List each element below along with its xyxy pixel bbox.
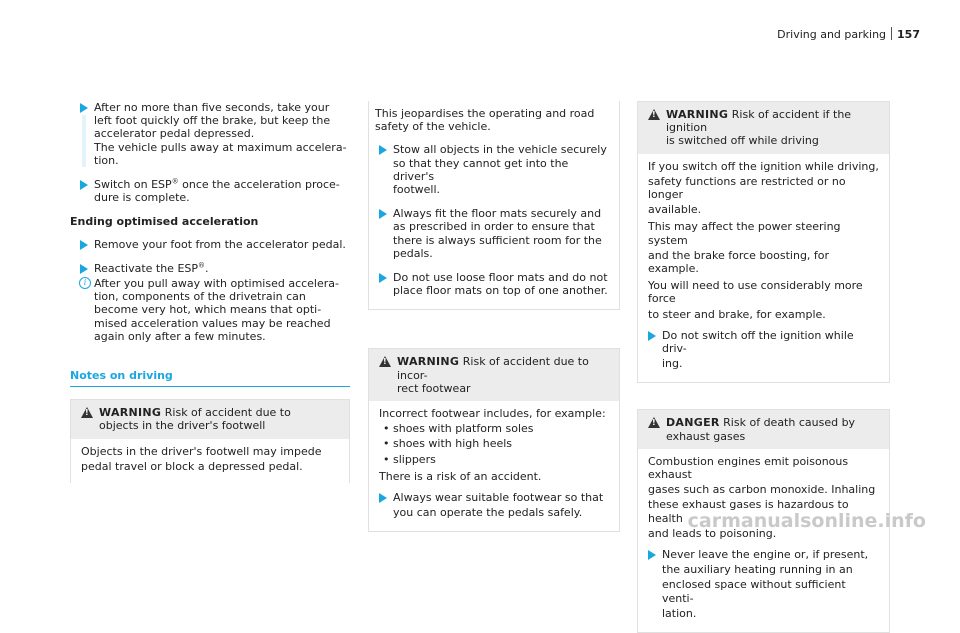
step-item [369,271,609,297]
warning-header: ! WARNING Risk of accident if the ignition is switched off while driving [638,102,889,154]
section-name: Driving and parking [777,28,887,41]
text-line: there is always sufficient room for the [393,233,602,247]
text-line: Incorrect footwear includes, for example: [379,407,606,421]
step-item [70,238,350,251]
list-item: • shoes with platform soles [379,422,609,435]
text-line: Never leave the engine or, if present, [662,548,869,562]
text-line: This may affect the power steering system [648,220,841,247]
info-icon: i [79,277,91,289]
text-line: There is a risk of an accident. [379,469,542,483]
note [70,277,350,343]
warning-header: ! WARNING Risk of accident due to incor- rect footwear [369,349,619,401]
text-line: left foot quickly off the brake, but keep the [94,114,331,128]
step-item [648,548,879,620]
text-line: again only after a few minutes. [94,329,266,343]
text-line: Switch on ESP® once the acceleration proce- [94,177,340,192]
text-line: The vehicle pulls away at maximum accelera- [94,140,347,154]
danger-triangle-icon [648,417,660,428]
step-item [379,491,609,519]
text-line: safety of the vehicle. [375,120,491,134]
text-line: After no more than five seconds, take your [94,101,330,114]
warning-triangle-icon [648,109,660,120]
step-arrow-icon [80,180,88,190]
text-line: available. [648,203,702,217]
warning-keyword: WARNING [99,406,162,420]
page-header [777,27,920,41]
list-item: • shoes with high heels [379,437,609,450]
warning-keyword: WARNING [666,108,729,121]
text-line: Stow all objects in the vehicle securely [393,143,607,157]
text-line: This jeopardises the operating and road [375,107,595,120]
text-line: Always wear suitable footwear so that [393,491,604,505]
step-item [70,101,350,167]
text-line: tion. [94,153,119,167]
column-3 [637,101,890,633]
text-line: tion, components of the drivetrain can [94,290,306,304]
warning-keyword: WARNING [397,355,460,369]
step-item [369,207,609,260]
step-arrow-icon [80,103,88,113]
step-arrow-icon [80,264,88,274]
text-line: dure is complete. [94,191,190,205]
danger-header: ! DANGER Risk of death caused by exhaust gases [638,410,889,448]
text-line: exhaust gases [666,429,746,443]
text-line: so that they cannot get into the driver's [393,156,569,183]
text-line: become very hot, which means that opti- [94,303,322,317]
text-line: enclosed space without sufficient venti- [662,578,846,605]
warning-header: ! WARNING Risk of accident due to objects in the driver's footwell [71,400,349,438]
text-line: pedal travel or block a depressed pedal. [81,459,303,473]
text-line: ing. [662,357,683,371]
text-line: Always fit the floor mats securely and [393,207,602,221]
text-line: Do not switch off the ignition while driv- [662,328,854,356]
section-heading: Ending optimised acceleration [70,215,259,229]
watermark: carmanualsonline.info [687,509,926,532]
text-line: to steer and brake, for example. [648,307,826,321]
text-line: place floor mats on top of one another. [393,284,608,298]
warning-triangle-icon [379,356,391,367]
text-line: safety functions are restricted or no longer [648,174,846,202]
text-line: and the brake force boosting, for example. [648,248,830,276]
list-item: • slippers [379,453,609,466]
warning-box [368,348,620,532]
text-line: lation. [662,606,697,620]
bullet-list [379,422,609,466]
text-line: accelerator pedal depressed. [94,127,255,141]
step-arrow-icon [80,240,88,250]
step-arrow-icon [379,209,387,219]
danger-body [638,449,889,632]
text-line: pedals. [393,246,433,260]
section-title: Notes on driving [70,369,350,387]
warning-body [71,439,349,483]
step-item [70,262,350,275]
text-line: Objects in the driver's footwell may impede [81,444,322,458]
text-line: After you pull away with optimised accelera- [94,277,339,291]
text-line: you can operate the pedals safely. [393,506,583,520]
text-line: Do not use loose floor mats and do not [393,271,608,285]
column-2 [368,101,620,532]
text-line: and leads to poisoning. [648,526,777,540]
warning-box [637,101,890,383]
danger-keyword: DANGER [666,416,720,430]
step-arrow-icon [648,550,656,560]
text-line: gases such as carbon monoxide. Inhaling [648,483,876,497]
step-item [648,329,879,371]
text-line: Combustion engines emit poisonous exhaust [648,454,849,482]
text-line: Reactivate the ESP®. [94,261,209,275]
warning-triangle-icon [81,407,93,418]
text-line: If you switch off the ignition while driving, [648,159,879,173]
text-line: Remove your foot from the accelerator pedal. [94,237,346,251]
text-line: mised acceleration values may be reached [94,316,331,330]
header-divider [891,27,892,40]
warning-body [638,154,889,383]
text-line: rect footwear [397,381,471,395]
warning-body [369,401,619,531]
step-arrow-icon [379,273,387,283]
text-line: is switched off while driving [666,134,819,148]
step-arrow-icon [379,145,387,155]
step-bar [82,115,86,167]
step-arrow-icon [648,331,656,341]
text-line: the auxiliary heating running in an [662,563,853,577]
text-line: footwell. [393,183,441,197]
warning-box-continued [368,101,620,310]
column-1 [70,101,350,483]
text-line: You will need to use considerably more force [648,279,863,306]
text-line: objects in the driver's footwell [99,419,266,433]
text-line: these exhaust gases is hazardous to health [648,498,849,525]
warning-box [70,399,350,483]
text-line: as prescribed in order to ensure that [393,220,595,234]
page-number: 157 [897,28,920,41]
step-item [70,178,350,204]
step-arrow-icon [379,493,387,503]
step-item [369,143,609,196]
